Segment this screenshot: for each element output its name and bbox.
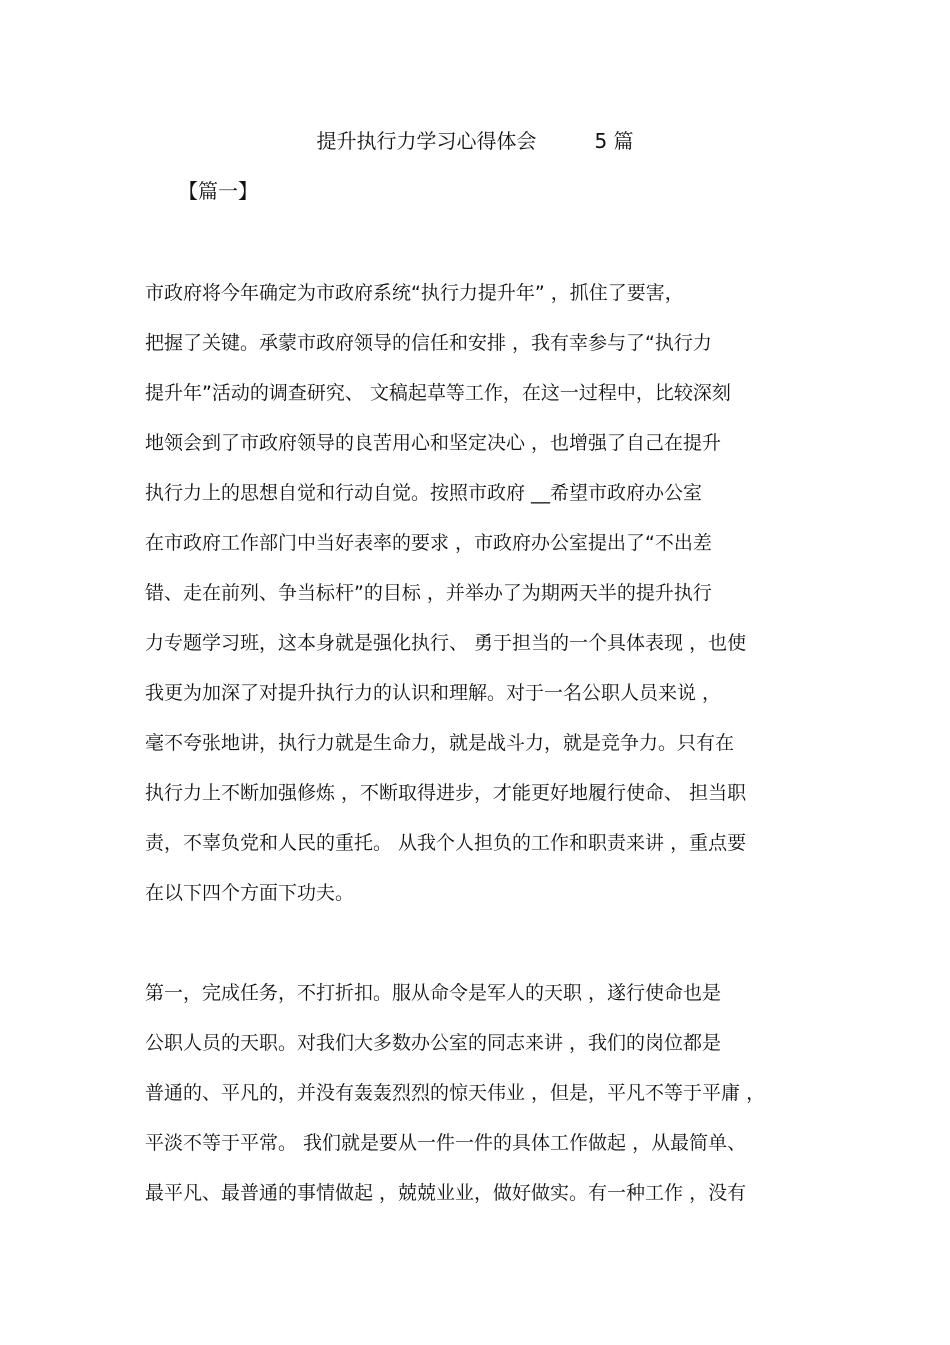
paragraph-line: 公职人员的天职。对我们大多数办公室的同志来讲 ，我们的岗位都是 bbox=[145, 1032, 722, 1054]
paragraph-line: 提升年”活动的调查研究、 文稿起草等工作，在这一过程中，比较深刻 bbox=[145, 382, 731, 404]
paragraph-line: 毫不夸张地讲，执行力就是生命力，就是战斗力，就是竞争力。只有在 bbox=[145, 732, 735, 754]
paragraph-line: 地领会到了市政府领导的良苦用心和坚定决心 ，也增强了自己在提升 bbox=[145, 432, 722, 454]
document-title bbox=[0, 126, 950, 156]
section-heading: 【篇一】 bbox=[178, 179, 258, 203]
paragraph-line: 错、走在前列、争当标杆”的目标 ，并举办了为期两天半的提升执行 bbox=[145, 582, 712, 604]
paragraph-line: 力专题学习班，这本身就是强化执行、 勇于担当的一个具体表现 ，也使 bbox=[145, 632, 747, 654]
paragraph-line: 在以下四个方面下功夫。 bbox=[145, 882, 355, 904]
paragraph-line: 把握了关键。承蒙市政府领导的信任和安排 ，我有幸参与了“执行力 bbox=[145, 332, 712, 354]
paragraph-line: 在市政府工作部门中当好表率的要求 ，市政府办公室提出了“不出差 bbox=[145, 532, 712, 554]
paragraph-line: 执行力上不断加强修炼 ，不断取得进步，才能更好地履行使命、 担当职 bbox=[145, 782, 747, 804]
paragraph-line: 责，不辜负党和人民的重托。 从我个人担负的工作和职责来讲 ，重点要 bbox=[145, 832, 747, 854]
title-main: 提升执行力学习心得体会 bbox=[316, 129, 537, 153]
paragraph-line: 最平凡、最普通的事情做起 ，兢兢业业，做好做实。有一种工作 ，没有 bbox=[145, 1182, 747, 1204]
paragraph-line: 我更为加深了对提升执行力的认识和理解。对于一名公职人员来说 ， bbox=[145, 682, 722, 704]
paragraph-line: 执行力上的思想自觉和行动自觉。按照市政府 __希望市政府办公室 bbox=[145, 482, 703, 504]
paragraph-line: 市政府将今年确定为市政府系统“执行力提升年” ，抓住了要害， bbox=[145, 282, 684, 304]
paragraph-line: 平淡不等于平常。 我们就是要从一件一件的具体工作做起 ，从最简单、 bbox=[145, 1132, 747, 1154]
paragraph-line: 普通的、平凡的，并没有轰轰烈烈的惊天伟业 ，但是，平凡不等于平庸 ， bbox=[145, 1082, 766, 1104]
title-suffix: 5 篇 bbox=[594, 129, 634, 153]
paragraph-line: 第一，完成任务，不打折扣。服从命令是军人的天职 ，遂行使命也是 bbox=[145, 982, 722, 1004]
